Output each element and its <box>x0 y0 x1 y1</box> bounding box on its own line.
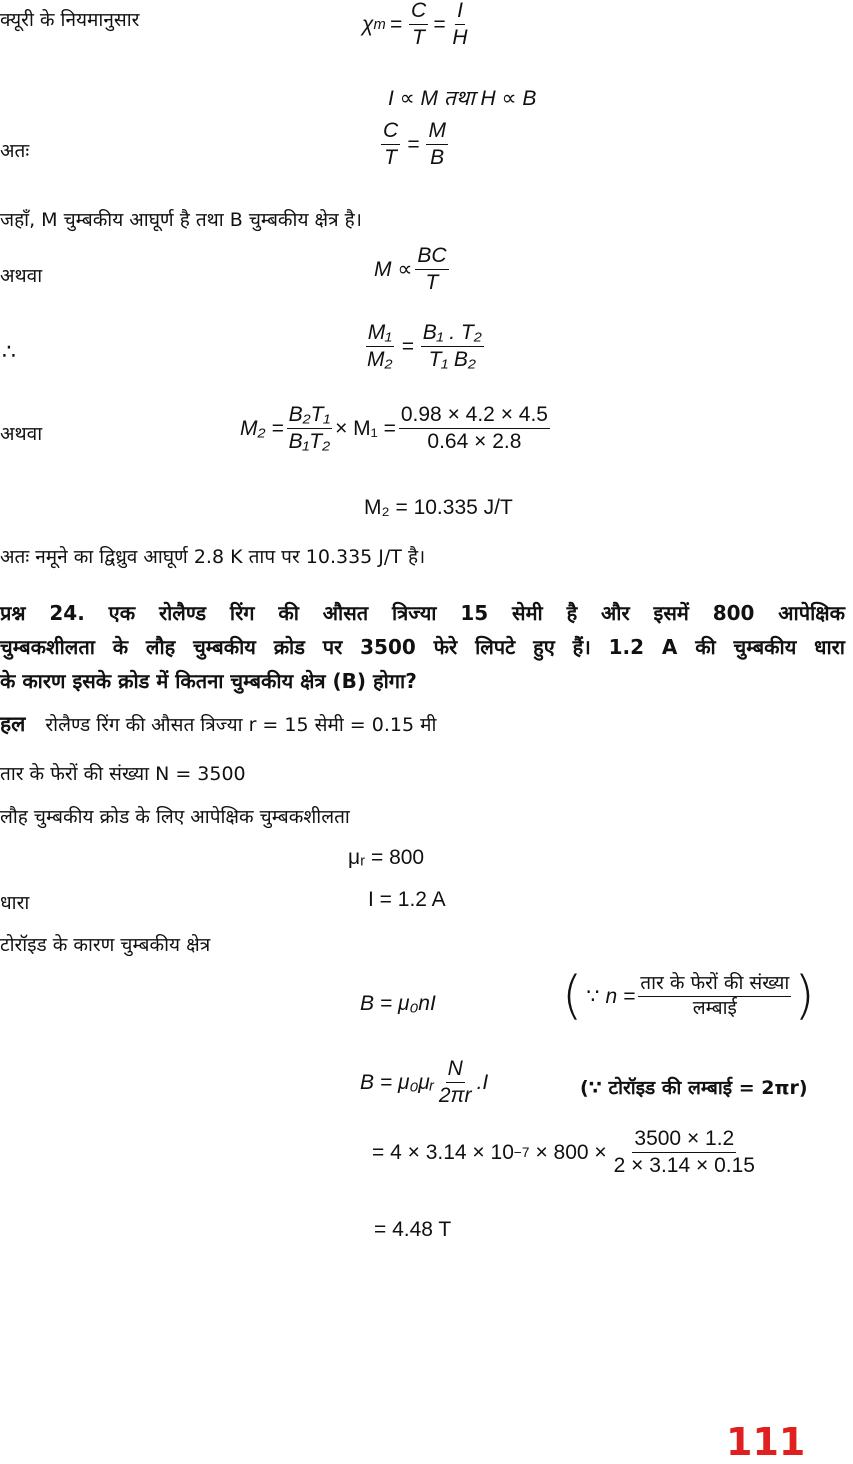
fraction-n-2pir <box>437 1058 474 1107</box>
calc-prefix: = 4 × 3.14 × 10 <box>372 1140 514 1164</box>
fraction-calc <box>612 1128 757 1177</box>
fraction-c-t <box>409 0 428 49</box>
hal-text: रोलैण्ड रिंग की औसत त्रिज्या r = 15 सेमी = 0.15 मी <box>45 714 437 736</box>
conclusion-text: अतः नमूने का द्विध्रुव आघूर्ण 2.8 K ताप पर 10.335 J/T है। <box>0 546 426 568</box>
question-line-3: के कारण इसके क्रोड में कितना चुम्बकीय क्षेत्र (B) होगा? <box>0 669 417 693</box>
toroid-text: टोरॉइड के कारण चुम्बकीय क्षेत्र <box>0 934 211 956</box>
n-def-prefix: ∵ n = <box>586 984 636 1008</box>
m-prop-lhs: M ∝ <box>374 258 413 282</box>
fraction-b1t2-t1b2 <box>421 322 484 371</box>
equals-sign: = <box>389 12 402 36</box>
denominator: लम्बाई <box>692 996 737 1019</box>
equals-sign: = <box>433 12 446 36</box>
curie-label: क्यूरी के नियमानुसार <box>0 9 140 31</box>
b-formula-2 <box>360 1058 488 1107</box>
curie-equation <box>362 0 473 49</box>
denominator: B <box>430 146 445 170</box>
permeability-text: लौह चुम्बकीय क्रोड के लिए आपेक्षिक चुम्बकशीलता <box>0 806 350 828</box>
ratio-equation <box>378 120 451 169</box>
m2-result: M₂ = 10.335 J/T <box>364 496 513 519</box>
fraction-turns-length <box>638 971 791 1019</box>
denominator: H <box>452 26 468 50</box>
fraction-values <box>399 404 550 453</box>
m2-lhs: M₂ = <box>240 416 284 440</box>
numerator: I <box>455 0 465 25</box>
fraction-c-t <box>381 120 400 169</box>
where-text: जहाँ, M चुम्बकीय आघूर्ण है तथा B चुम्बकीय क्षेत्र है। <box>0 209 362 231</box>
denominator: T <box>384 146 397 170</box>
b2-suffix: .I <box>476 1070 489 1094</box>
denominator: M₂ <box>367 348 393 372</box>
numerator: B₁ . T₂ <box>421 322 484 347</box>
denominator: T₁ B₂ <box>428 348 476 372</box>
numeric-calculation <box>372 1128 760 1177</box>
final-result: = 4.48 T <box>374 1218 452 1241</box>
solution-line <box>0 710 436 738</box>
denominator: 0.64 × 2.8 <box>427 430 522 454</box>
denominator: T <box>425 271 439 295</box>
therefore-symbol: ∴ <box>2 340 16 365</box>
numerator: C <box>409 0 428 25</box>
proportional-relation: I ∝ M तथा H ∝ B <box>388 87 537 110</box>
equals-sign: = <box>401 334 414 358</box>
fraction-b2t1-b1t2 <box>287 404 332 453</box>
fraction-i-h <box>450 0 469 49</box>
calc-exponent: −7 <box>513 1145 530 1161</box>
hal-label: हल <box>0 712 26 736</box>
fraction-m-b <box>426 120 448 169</box>
fraction-m1-m2 <box>365 322 395 371</box>
denominator: 2πr <box>438 1084 472 1108</box>
page-number: 111 <box>726 1420 806 1464</box>
equals-sign: = <box>407 132 420 156</box>
turns-text: तार के फेरों की संख्या N = 3500 <box>0 763 246 785</box>
numerator: M₁ <box>366 322 394 347</box>
numerator: M <box>426 120 448 145</box>
n-definition <box>562 966 815 1026</box>
current-label: धारा <box>0 892 30 914</box>
question-line-2: चुम्बकशीलता के लौह चुम्बकीय क्रोड पर 3500 फेरे लिपटे हुए हैं। 1.2 A की चुम्बकीय धारा <box>0 635 845 659</box>
m-proportional <box>374 245 452 294</box>
numerator: तार के फेरों की संख्या <box>638 974 791 997</box>
numerator: 3500 × 1.2 <box>632 1128 736 1153</box>
denominator: 2 × 3.14 × 0.15 <box>613 1154 755 1178</box>
toroid-length-note: (∵ टोरॉइड की लम्बाई = 2πr) <box>580 1077 808 1099</box>
question-line-1: प्रश्न 24. एक रोलैण्ड रिंग की औसत त्रिज्या 15 सेमी है और इसमें 800 आपेक्षिक <box>0 601 845 625</box>
question-24 <box>0 596 845 698</box>
b2-lhs: B = μ₀μᵣ <box>360 1070 434 1094</box>
current-value: I = 1.2 A <box>368 888 446 911</box>
denominator: T <box>412 26 425 50</box>
numerator: C <box>381 120 400 145</box>
open-paren: ( <box>562 966 583 1026</box>
numerator: B₂T₁ <box>287 404 332 429</box>
mu-r-value: μᵣ = 800 <box>348 846 425 869</box>
numerator: N <box>446 1058 465 1083</box>
athva-label-2: अथवा <box>0 423 43 445</box>
fraction-bc-t <box>415 245 448 294</box>
calc-mid: × 800 × <box>535 1140 607 1164</box>
chi-symbol: χ <box>362 12 374 36</box>
chi-subscript: m <box>373 16 386 33</box>
m2-mid: × M₁ = <box>335 416 396 440</box>
ata-label: अतः <box>0 140 30 162</box>
numerator: BC <box>415 245 448 270</box>
athva-label: अथवा <box>0 265 43 287</box>
b-formula: B = μ₀nI <box>360 992 436 1015</box>
m2-calculation <box>240 404 553 453</box>
m-ratio-equation <box>362 322 487 371</box>
close-paren: ) <box>794 966 815 1026</box>
denominator: B₁T₂ <box>288 430 331 454</box>
numerator: 0.98 × 4.2 × 4.5 <box>399 404 550 429</box>
